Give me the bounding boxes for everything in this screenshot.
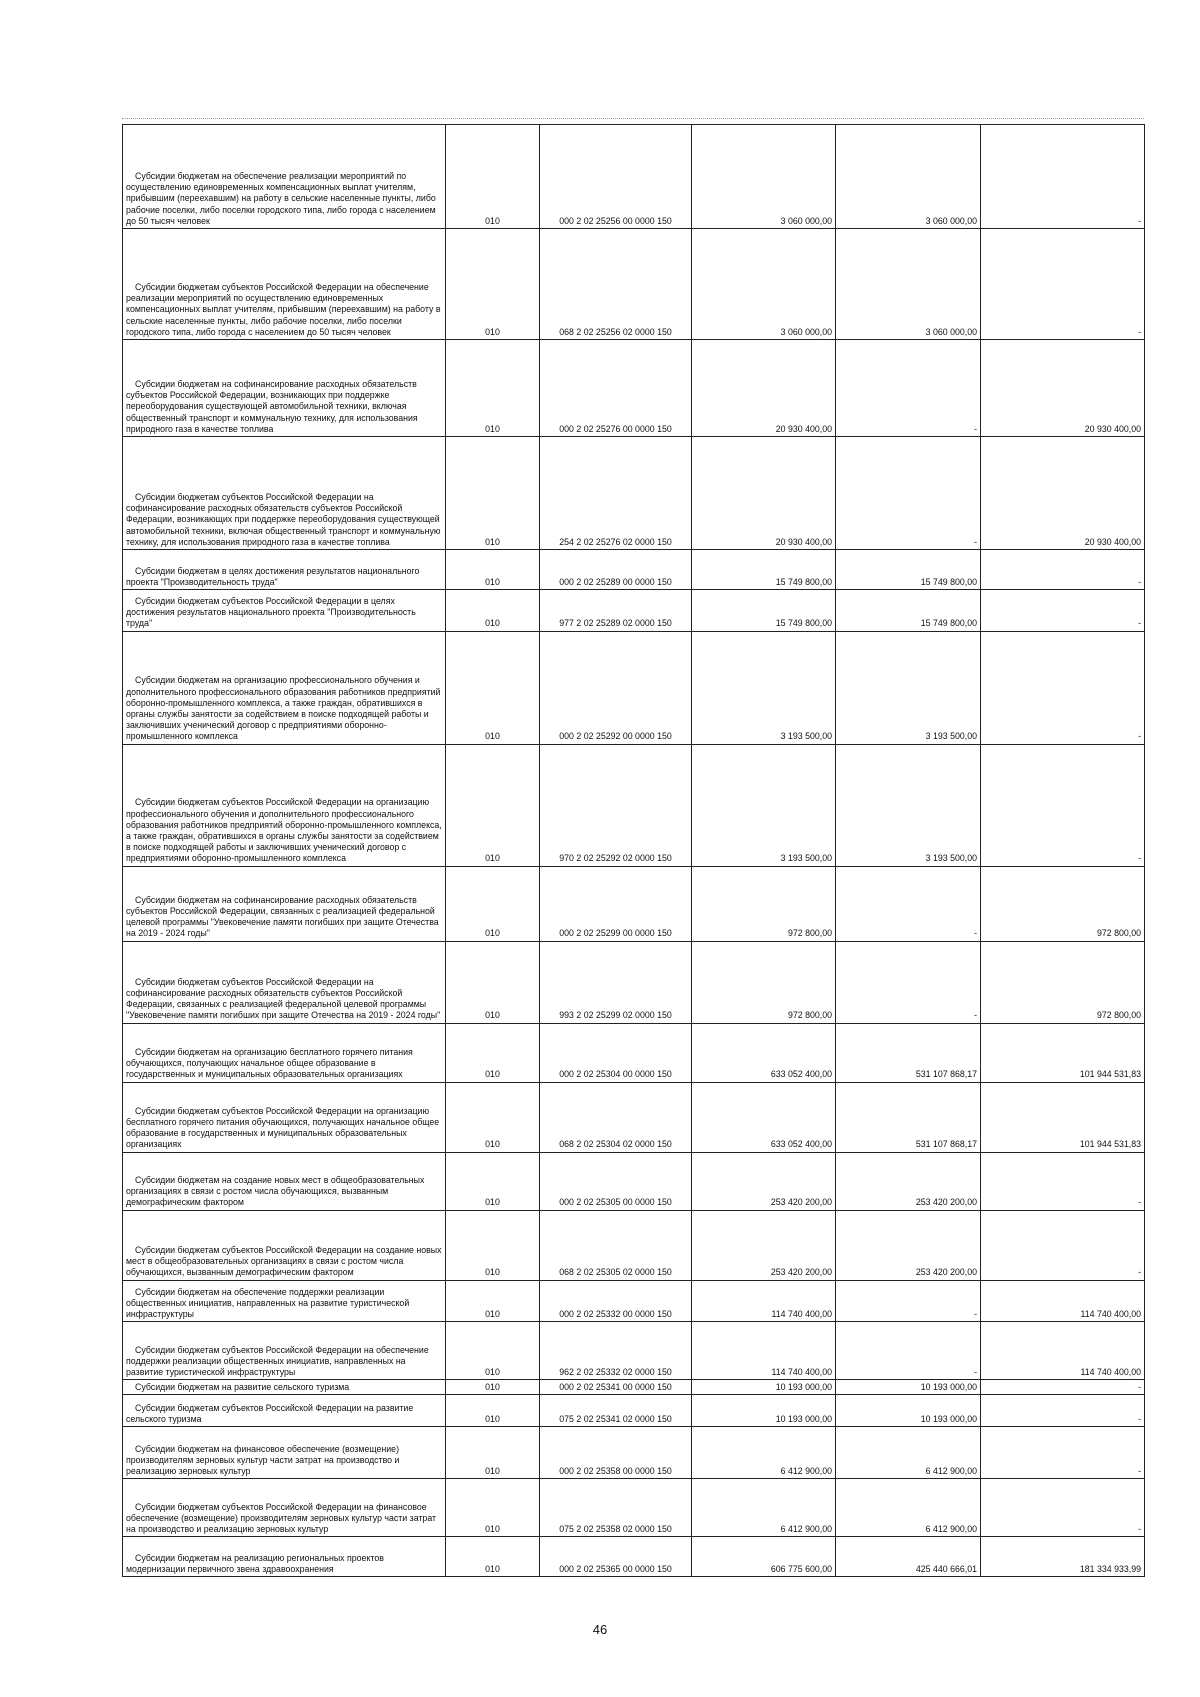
row-kbk: 000 2 02 25341 00 0000 150 [540,1380,692,1395]
row-kbk: 075 2 02 25358 02 0000 150 [540,1479,692,1537]
table-row [123,1537,1145,1577]
row-executed: 425 440 666,01 [836,1537,981,1577]
row-remainder: - [981,631,1145,744]
row-kbk: 068 2 02 25305 02 0000 150 [540,1210,692,1280]
row-kbk: 000 2 02 25358 00 0000 150 [540,1427,692,1479]
row-kbk: 000 2 02 25299 00 0000 150 [540,866,692,941]
row-remainder: - [981,1380,1145,1395]
row-kbk: 068 2 02 25304 02 0000 150 [540,1082,692,1152]
row-name: Субсидии бюджетам субъектов Российской Федерации на организацию профессионального обучения и дополнительного профессионального образования работников предприятий оборонно-промышленного комплекса, а также граждан, обратившихся в органы службы занятости за содействием в поиске подходящей работы и заключивших ученический договор с предприятиями оборонно-промышленного комплекса [123,744,446,866]
row-approved: 972 800,00 [692,866,836,941]
table-row [123,1280,1145,1322]
table-row [123,1380,1145,1395]
row-remainder: - [981,1479,1145,1537]
row-approved: 20 930 400,00 [692,340,836,437]
row-executed: 531 107 868,17 [836,1082,981,1152]
row-code: 010 [446,125,540,229]
row-name: Субсидии бюджетам на организацию профессионального обучения и дополнительного профессионального образования работников предприятий оборонно-промышленного комплекса, а также граждан, обратившихся в органы службы занятости за содействием в поиске подходящей работы и заключивших ученический договор с предприятиями оборонно-промышленного комплекса [123,631,446,744]
row-kbk: 068 2 02 25256 02 0000 150 [540,229,692,340]
row-approved: 114 740 400,00 [692,1322,836,1380]
row-kbk: 977 2 02 25289 02 0000 150 [540,590,692,632]
row-name: Субсидии бюджетам субъектов Российской Федерации в целях достижения результатов национального проекта "Производительность труда" [123,590,446,632]
table-row [123,1082,1145,1152]
row-name: Субсидии бюджетам на софинансирование расходных обязательств субъектов Российской Федерации, связанных с реализацией федеральной целевой программы "Увековечение памяти погибших при защите Отечества на 2019 - 2024 годы" [123,866,446,941]
row-code: 010 [446,1380,540,1395]
row-code: 010 [446,1210,540,1280]
row-remainder: 114 740 400,00 [981,1280,1145,1322]
row-code: 010 [446,1023,540,1082]
row-kbk: 000 2 02 25276 00 0000 150 [540,340,692,437]
row-kbk: 000 2 02 25292 00 0000 150 [540,631,692,744]
table-row [123,1023,1145,1082]
row-name: Субсидии бюджетам субъектов Российской Федерации на обеспечение реализации мероприятий по осуществлению единовременных компенсационных выплат учителям, прибывшим (переехавшим) на работу в сельские населенные пункты, либо рабочие поселки, либо поселки городского типа, либо города с населением до 50 тысяч человек [123,229,446,340]
row-approved: 6 412 900,00 [692,1427,836,1479]
row-executed: 3 193 500,00 [836,631,981,744]
row-approved: 633 052 400,00 [692,1082,836,1152]
table-row [123,125,1145,229]
row-remainder: 114 740 400,00 [981,1322,1145,1380]
row-executed: 10 193 000,00 [836,1395,981,1427]
row-executed: 15 749 800,00 [836,550,981,590]
row-code: 010 [446,1152,540,1210]
row-code: 010 [446,1479,540,1537]
row-executed: - [836,437,981,550]
table-row [123,340,1145,437]
row-remainder: 20 930 400,00 [981,340,1145,437]
row-remainder: - [981,1427,1145,1479]
row-remainder: 101 944 531,83 [981,1082,1145,1152]
row-name: Субсидии бюджетам субъектов Российской Федерации на создание новых мест в общеобразовательных организациях в связи с ростом числа обучающихся, вызванным демографическим фактором [123,1210,446,1280]
row-name: Субсидии бюджетам субъектов Российской Федерации на софинансирование расходных обязательств субъектов Российской Федерации, связанных с реализацией федеральной целевой программы "Увековечение памяти погибших при защите Отечества на 2019 - 2024 годы" [123,941,446,1023]
row-remainder: - [981,1210,1145,1280]
row-name: Субсидии бюджетам на обеспечение реализации мероприятий по осуществлению единовременных компенсационных выплат учителям, прибывшим (переехавшим) на работу в сельские населенные пункты, либо рабочие поселки, либо поселки городского типа, либо города с населением до 50 тысяч человек [123,125,446,229]
row-remainder: 972 800,00 [981,866,1145,941]
row-approved: 3 193 500,00 [692,631,836,744]
row-approved: 3 060 000,00 [692,229,836,340]
row-code: 010 [446,744,540,866]
row-approved: 3 060 000,00 [692,125,836,229]
row-kbk: 000 2 02 25305 00 0000 150 [540,1152,692,1210]
row-name: Субсидии бюджетам на развитие сельского туризма [123,1380,446,1395]
row-executed: 10 193 000,00 [836,1380,981,1395]
row-name: Субсидии бюджетам на реализацию региональных проектов модернизации первичного звена здравоохранения [123,1537,446,1577]
row-approved: 10 193 000,00 [692,1380,836,1395]
row-code: 010 [446,229,540,340]
row-remainder: 972 800,00 [981,941,1145,1023]
row-name: Субсидии бюджетам субъектов Российской Федерации на развитие сельского туризма [123,1395,446,1427]
row-code: 010 [446,1427,540,1479]
row-approved: 606 775 600,00 [692,1537,836,1577]
page-number: 46 [592,1622,608,1637]
row-name: Субсидии бюджетам на организацию бесплатного горячего питания обучающихся, получающих начальное общее образование в государственных и муниципальных образовательных организациях [123,1023,446,1082]
row-approved: 15 749 800,00 [692,550,836,590]
row-executed: 3 060 000,00 [836,229,981,340]
table-row [123,1322,1145,1380]
table-row [123,1479,1145,1537]
budget-table-body [123,125,1145,1577]
row-approved: 3 193 500,00 [692,744,836,866]
table-row [123,1427,1145,1479]
row-executed: - [836,340,981,437]
row-code: 010 [446,1082,540,1152]
row-kbk: 000 2 02 25365 00 0000 150 [540,1537,692,1577]
row-code: 010 [446,1537,540,1577]
row-code: 010 [446,340,540,437]
row-remainder: - [981,229,1145,340]
row-kbk: 000 2 02 25256 00 0000 150 [540,125,692,229]
row-remainder: - [981,1152,1145,1210]
row-approved: 20 930 400,00 [692,437,836,550]
table-row [123,550,1145,590]
row-approved: 633 052 400,00 [692,1023,836,1082]
row-name: Субсидии бюджетам субъектов Российской Федерации на софинансирование расходных обязательств субъектов Российской Федерации, возникающих при поддержке переоборудования существующей автомобильной техники, включая общественный транспорт и коммунальную технику, для использования природного газа в качестве топлива [123,437,446,550]
row-code: 010 [446,631,540,744]
row-kbk: 970 2 02 25292 02 0000 150 [540,744,692,866]
row-remainder: 20 930 400,00 [981,437,1145,550]
table-row [123,229,1145,340]
row-code: 010 [446,437,540,550]
row-executed: - [836,866,981,941]
row-code: 010 [446,590,540,632]
row-kbk: 254 2 02 25276 02 0000 150 [540,437,692,550]
table-row [123,1152,1145,1210]
row-approved: 253 420 200,00 [692,1152,836,1210]
row-name: Субсидии бюджетам на создание новых мест в общеобразовательных организациях в связи с ростом числа обучающихся, вызванным демографическим фактором [123,1152,446,1210]
row-remainder: 101 944 531,83 [981,1023,1145,1082]
row-executed: 531 107 868,17 [836,1023,981,1082]
row-remainder: 181 334 933,99 [981,1537,1145,1577]
row-executed: 253 420 200,00 [836,1152,981,1210]
table-row [123,941,1145,1023]
table-row [123,866,1145,941]
row-name: Субсидии бюджетам на обеспечение поддержки реализации общественных инициатив, направленных на развитие туристической инфраструктуры [123,1280,446,1322]
row-remainder: - [981,1395,1145,1427]
row-kbk: 000 2 02 25289 00 0000 150 [540,550,692,590]
row-code: 010 [446,1280,540,1322]
row-remainder: - [981,125,1145,229]
row-code: 010 [446,550,540,590]
budget-table [122,124,1145,1577]
table-row [123,744,1145,866]
row-remainder: - [981,550,1145,590]
row-approved: 6 412 900,00 [692,1479,836,1537]
row-remainder: - [981,744,1145,866]
row-name: Субсидии бюджетам субъектов Российской Федерации на обеспечение поддержки реализации общественных инициатив, направленных на развитие туристической инфраструктуры [123,1322,446,1380]
row-executed: 253 420 200,00 [836,1210,981,1280]
row-approved: 972 800,00 [692,941,836,1023]
row-name: Субсидии бюджетам субъектов Российской Федерации на организацию бесплатного горячего питания обучающихся, получающих начальное общее образование в государственных и муниципальных образовательных организациях [123,1082,446,1152]
row-name: Субсидии бюджетам на финансовое обеспечение (возмещение) производителям зерновых культур части затрат на производство и реализацию зерновых культур [123,1427,446,1479]
row-executed: - [836,1322,981,1380]
table-row [123,1210,1145,1280]
row-kbk: 993 2 02 25299 02 0000 150 [540,941,692,1023]
row-executed: 3 193 500,00 [836,744,981,866]
row-code: 010 [446,866,540,941]
table-row [123,631,1145,744]
row-approved: 10 193 000,00 [692,1395,836,1427]
row-approved: 253 420 200,00 [692,1210,836,1280]
row-approved: 15 749 800,00 [692,590,836,632]
row-executed: 6 412 900,00 [836,1427,981,1479]
row-executed: 6 412 900,00 [836,1479,981,1537]
row-code: 010 [446,1395,540,1427]
row-remainder: - [981,590,1145,632]
row-name: Субсидии бюджетам субъектов Российской Федерации на финансовое обеспечение (возмещение) производителям зерновых культур части затрат на производство и реализацию зерновых культур [123,1479,446,1537]
row-executed: 15 749 800,00 [836,590,981,632]
table-row [123,590,1145,632]
row-code: 010 [446,1322,540,1380]
row-kbk: 075 2 02 25341 02 0000 150 [540,1395,692,1427]
row-kbk: 000 2 02 25332 00 0000 150 [540,1280,692,1322]
row-name: Субсидии бюджетам в целях достижения результатов национального проекта "Производительность труда" [123,550,446,590]
row-name: Субсидии бюджетам на софинансирование расходных обязательств субъектов Российской Федерации, возникающих при поддержке переоборудования существующей автомобильной техники, включая общественный транспорт и коммунальную технику, для использования природного газа в качестве топлива [123,340,446,437]
row-code: 010 [446,941,540,1023]
row-kbk: 962 2 02 25332 02 0000 150 [540,1322,692,1380]
table-row [123,437,1145,550]
table-row [123,1395,1145,1427]
row-kbk: 000 2 02 25304 00 0000 150 [540,1023,692,1082]
row-approved: 114 740 400,00 [692,1280,836,1322]
row-executed: - [836,941,981,1023]
row-executed: - [836,1280,981,1322]
row-executed: 3 060 000,00 [836,125,981,229]
